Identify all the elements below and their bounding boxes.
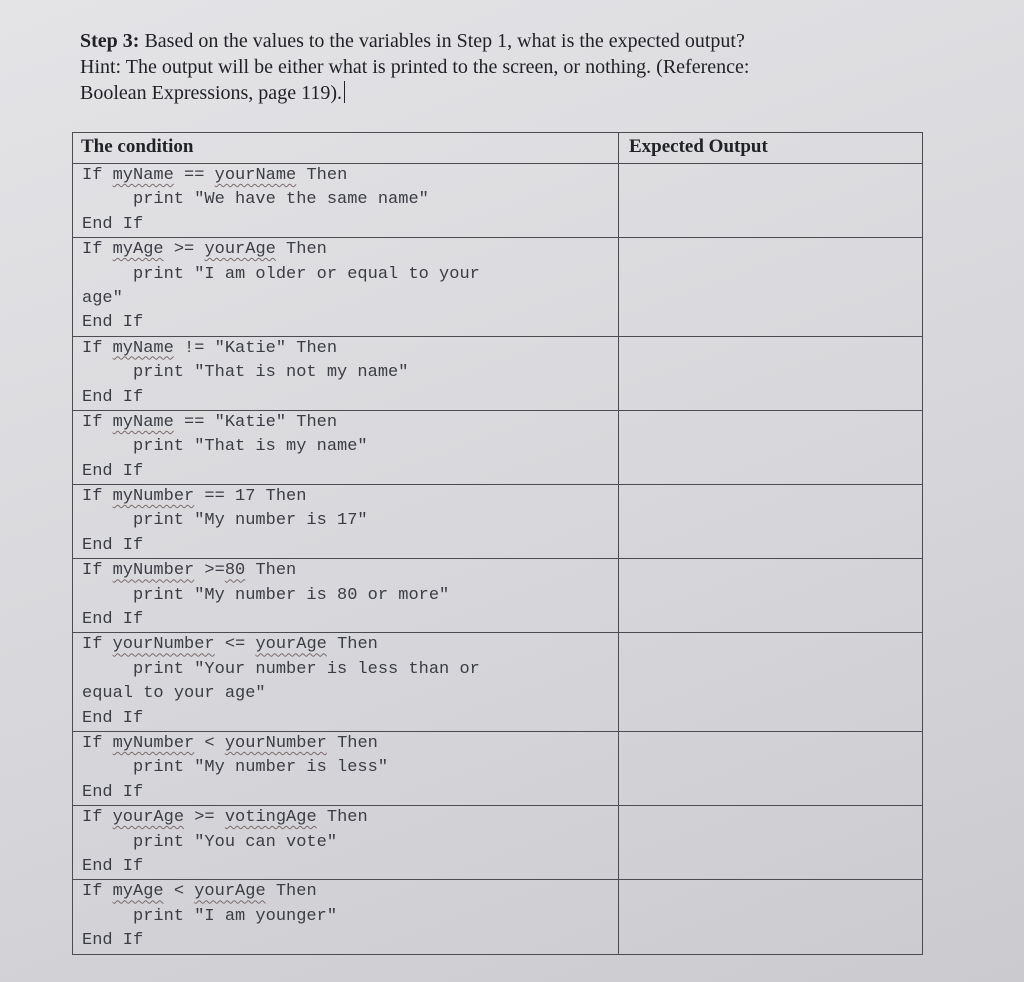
condition-keyword: If [82, 882, 113, 902]
condition-operand: yourNumber [112, 635, 215, 655]
print-statement: print "My number is 80 or more" [133, 585, 450, 605]
condition-keyword: >= [163, 240, 205, 260]
print-statement: print "Your number is less than or [133, 659, 480, 679]
print-statement: print "We have the same name" [133, 190, 429, 210]
table-row [73, 559, 923, 633]
print-statement: print "You can vote" [133, 832, 338, 852]
condition-keyword: If [82, 808, 113, 828]
condition-keyword: < [194, 733, 225, 753]
condition-cell [73, 731, 619, 805]
condition-cell [73, 633, 619, 732]
instruction-line-1 [80, 28, 900, 54]
condition-operand: votingAge [224, 808, 317, 828]
step-3-instructions [80, 28, 900, 106]
table-row [73, 336, 923, 410]
condition-if-line [82, 559, 618, 583]
end-if-line: End If [82, 782, 144, 802]
table-row [73, 806, 923, 880]
table-row [73, 633, 923, 732]
instruction-line-3 [80, 80, 900, 106]
expected-output-cell[interactable] [619, 410, 923, 484]
condition-if-line [82, 732, 618, 756]
condition-operand: "Katie" [214, 338, 287, 358]
condition-operand: 17 [235, 487, 256, 507]
expected-output-cell[interactable] [619, 238, 923, 337]
condition-keyword: == [173, 412, 215, 432]
condition-operand: yourAge [112, 808, 185, 828]
print-statement: print "I am younger" [133, 906, 338, 926]
end-if-line: End If [82, 461, 144, 481]
condition-keyword: If [82, 733, 113, 753]
condition-cell [73, 485, 619, 559]
condition-if-line [82, 337, 618, 361]
print-statement-continued: age" [82, 288, 123, 308]
condition-operand: myNumber [112, 561, 195, 581]
condition-keyword: Then [265, 882, 317, 902]
condition-if-line [82, 485, 618, 509]
conditions-table [72, 132, 923, 955]
print-statement-continued: equal to your age" [82, 684, 266, 704]
condition-keyword: == [194, 487, 236, 507]
condition-operand: yourAge [194, 882, 266, 902]
header-condition: The condition [73, 133, 619, 164]
condition-cell [73, 164, 619, 238]
condition-keyword: >= [194, 561, 225, 581]
end-if-line: End If [82, 535, 144, 555]
condition-keyword: < [163, 882, 195, 902]
condition-keyword: Then [296, 166, 348, 185]
condition-keyword: Then [286, 338, 338, 358]
print-statement: print "My number is less" [133, 758, 389, 778]
table-row [73, 238, 923, 337]
condition-operand: yourNumber [224, 733, 327, 753]
condition-operand: "Katie" [214, 412, 287, 432]
print-statement: print "My number is 17" [133, 511, 368, 531]
condition-keyword: Then [326, 635, 378, 655]
header-expected-output: Expected Output [619, 133, 923, 164]
table-row [73, 880, 923, 954]
condition-keyword: If [82, 487, 113, 507]
condition-keyword: If [82, 635, 113, 655]
condition-cell [73, 336, 619, 410]
expected-output-cell[interactable] [619, 336, 923, 410]
condition-cell [73, 410, 619, 484]
expected-output-cell[interactable] [619, 731, 923, 805]
expected-output-cell[interactable] [619, 559, 923, 633]
condition-keyword: Then [286, 412, 338, 432]
condition-keyword: >= [184, 808, 225, 828]
condition-cell [73, 806, 619, 880]
condition-if-line [82, 806, 618, 830]
condition-operand: myNumber [112, 487, 195, 507]
condition-keyword: If [82, 166, 113, 185]
print-statement: print "That is not my name" [133, 363, 409, 383]
expected-output-cell[interactable] [619, 485, 923, 559]
condition-cell [73, 880, 619, 954]
condition-operand: myNumber [112, 733, 195, 753]
end-if-line: End If [82, 387, 144, 407]
end-if-line: End If [82, 708, 144, 728]
instruction-text-1: Based on the values to the variables in Step 1, what is the expected output? [139, 30, 745, 52]
table-row [73, 410, 923, 484]
condition-keyword: Then [275, 240, 327, 260]
expected-output-cell[interactable] [619, 633, 923, 732]
condition-operand: myName [112, 338, 174, 358]
condition-operand: yourAge [204, 240, 276, 260]
condition-cell [73, 238, 619, 337]
condition-if-line [82, 164, 618, 188]
expected-output-cell[interactable] [619, 806, 923, 880]
text-cursor [344, 81, 345, 103]
condition-keyword: If [82, 412, 113, 432]
end-if-line: End If [82, 214, 144, 234]
end-if-line: End If [82, 931, 144, 951]
condition-if-line [82, 880, 618, 904]
print-statement: print "I am older or equal to your [133, 264, 480, 284]
condition-if-line [82, 633, 618, 657]
condition-operand: myAge [112, 882, 164, 902]
condition-keyword: != [173, 338, 215, 358]
condition-keyword: Then [316, 808, 368, 828]
condition-operand: 80 [224, 561, 246, 581]
condition-keyword: If [82, 561, 113, 581]
condition-operand: yourName [214, 166, 297, 185]
condition-keyword: If [82, 240, 113, 260]
table-row [73, 164, 923, 238]
condition-cell [73, 559, 619, 633]
end-if-line: End If [82, 313, 144, 333]
condition-keyword: == [173, 166, 215, 185]
condition-keyword: Then [326, 733, 378, 753]
condition-keyword: Then [245, 561, 297, 581]
condition-keyword: Then [255, 487, 307, 507]
condition-keyword: <= [214, 635, 256, 655]
instruction-line-2: Hint: The output will be either what is printed to the screen, or nothing. (Reference: [80, 56, 750, 78]
print-statement: print "That is my name" [133, 437, 368, 457]
condition-if-line [82, 238, 618, 262]
end-if-line: End If [82, 610, 144, 630]
expected-output-cell[interactable] [619, 880, 923, 954]
table-body [73, 164, 923, 955]
table-header-row [73, 133, 923, 164]
table-row [73, 731, 923, 805]
condition-operand: myName [112, 166, 174, 185]
condition-keyword: If [82, 338, 113, 358]
condition-operand: yourAge [255, 635, 327, 655]
end-if-line: End If [82, 856, 144, 876]
table-row [73, 485, 923, 559]
instruction-text-3: Boolean Expressions, page 119). [80, 82, 342, 104]
step-label: Step 3: [80, 30, 140, 52]
condition-operand: myName [112, 412, 174, 432]
condition-operand: myAge [112, 240, 164, 260]
condition-if-line [82, 411, 618, 435]
expected-output-cell[interactable] [619, 164, 923, 238]
